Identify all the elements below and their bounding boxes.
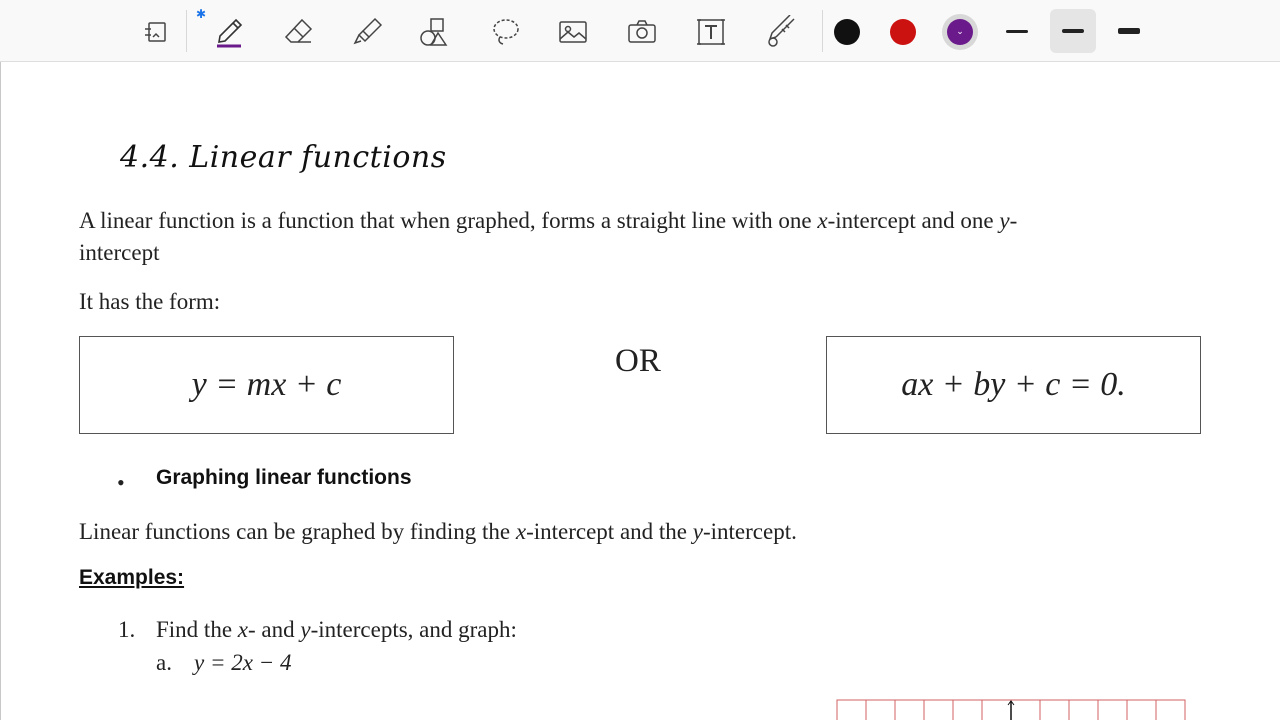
drawing-toolbar [0,0,1280,62]
medium-stroke-option[interactable] [1062,29,1084,33]
ruler-pen-icon [764,15,798,49]
lasso-tool-button[interactable] [485,12,525,52]
graph-grid-preview [836,699,1186,720]
pen-icon [212,15,246,49]
definition-paragraph: A linear function is a function that when graphed, forms a straight line with one x-intercept and one y- intercept [79,208,1018,265]
image-icon [556,15,590,49]
shapes-icon [417,15,451,49]
lasso-select-icon [140,15,174,49]
form-intro: It has the form: [79,289,221,314]
examples-label: Examples: [79,566,185,589]
red-color-swatch[interactable] [890,19,916,45]
example-1a-equation: y = 2x − 4 [194,650,292,675]
shapes-tool-button[interactable] [414,12,454,52]
or-label: OR [615,343,661,379]
highlighter-icon [351,15,385,49]
formula-left: y = mx + c [191,366,342,403]
purple-color-swatch[interactable] [947,19,973,45]
eraser-tool-button[interactable] [279,12,319,52]
thick-stroke-option[interactable] [1118,28,1140,34]
bullet-point: • [117,470,125,495]
camera-button[interactable] [622,12,662,52]
toolbar-separator [186,10,187,52]
graphing-section-title: Graphing linear functions [156,466,412,489]
section-heading: 4.4. Linear functions [120,140,447,175]
eraser-icon [282,15,316,49]
black-color-swatch[interactable] [834,19,860,45]
camera-icon [625,15,659,49]
toolbar-separator [822,10,823,52]
select-tool-button[interactable] [137,12,177,52]
insert-image-button[interactable] [553,12,593,52]
slope-intercept-formula-box [79,336,454,434]
text-box-button[interactable] [691,12,731,52]
example-1a-label: a. [156,650,172,675]
lasso-icon [488,15,522,49]
chevron-down-icon: ⌄ [956,26,964,37]
example-1-text: Find the x- and y-intercepts, and graph: [156,617,517,642]
highlighter-tool-button[interactable] [348,12,388,52]
ruler-tool-button[interactable] [761,12,801,52]
thin-stroke-option[interactable] [1006,30,1028,33]
pen-tool-button[interactable] [209,12,249,52]
text-box-icon [694,15,728,49]
example-number: 1. [118,617,136,642]
formula-right: ax + by + c = 0. [901,366,1126,403]
general-form-formula-box [826,336,1201,434]
bluetooth-icon: ✱ [196,7,207,21]
graphing-paragraph: Linear functions can be graphed by finding the x-intercept and the y-intercept. [79,519,797,544]
